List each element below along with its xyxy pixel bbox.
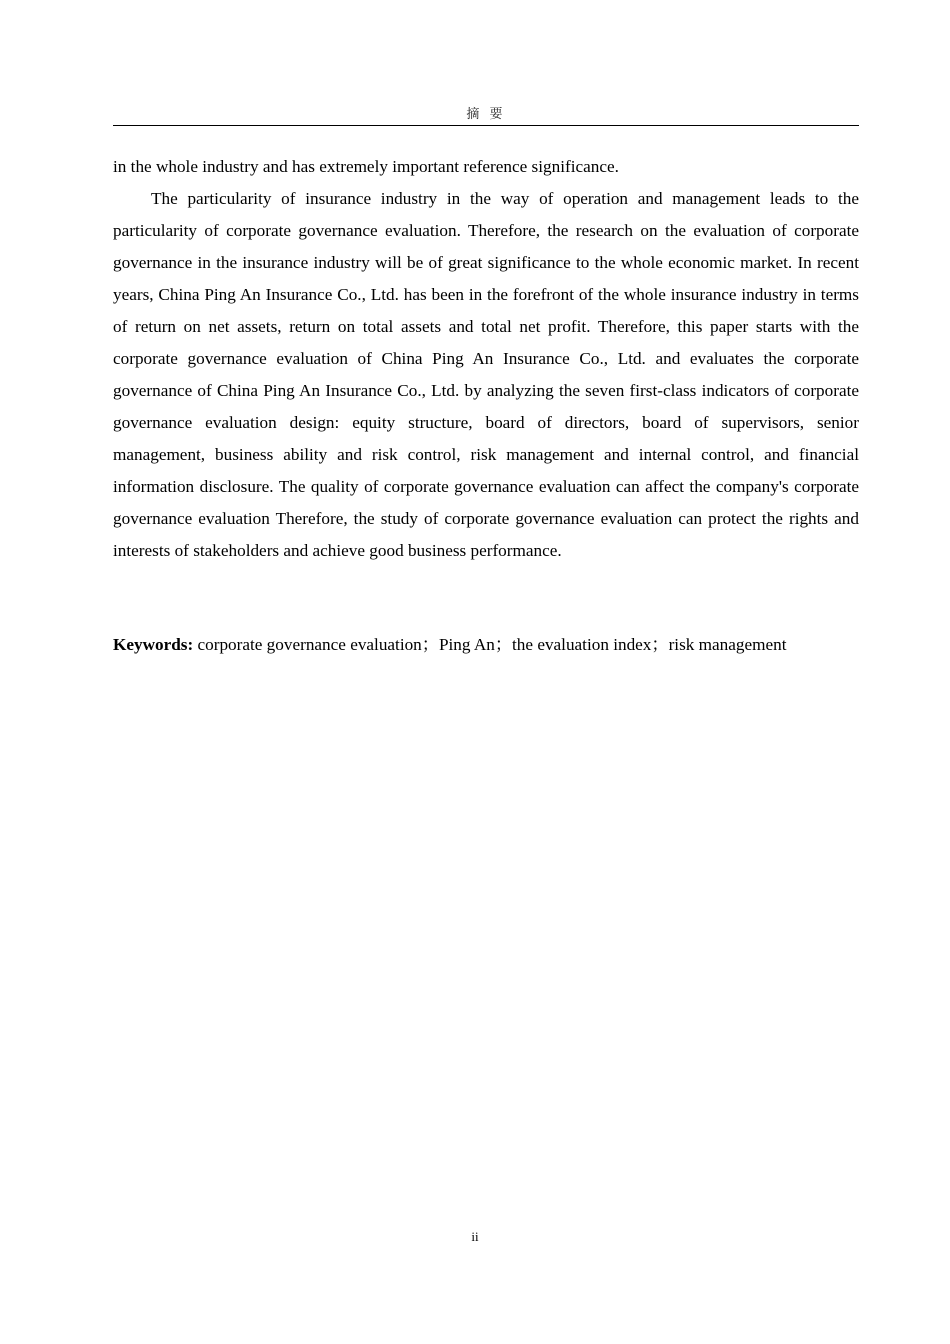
keywords-label: Keywords: — [113, 635, 194, 654]
page-number: ii — [471, 1229, 479, 1244]
continuation-paragraph: in the whole industry and has extremely important reference significance. — [113, 157, 619, 176]
header-title: 摘 要 — [466, 107, 506, 122]
keywords-text: corporate governance evaluation；Ping An；the evaluation index；risk management — [197, 635, 787, 654]
page-header — [113, 105, 859, 126]
keywords-line — [113, 629, 873, 661]
abstract-paragraph: The particularity of insurance industry in the way of operation and management leads to the particularity of corporate governance evaluation. Therefore, the research on the evaluation of corporate governance in the insurance industry will be of great significance to the whole economic market. In recent years, China Ping An Insurance Co., Ltd. has been in the forefront of the whole insurance industry in terms of return on net assets, return on total assets and total net profit. Therefore, this paper starts with the corporate governance evaluation of China Ping An Insurance Co., Ltd. and evaluates the corporate governance of China Ping An Insurance Co., Ltd. by analyzing the seven first-class indicators of corporate governance evaluation design: equity structure, board of directors, board of supervisors, senior management, business ability and risk control, risk management and internal control, and financial information disclosure. The quality of corporate governance evaluation can affect the company's corporate governance evaluation Therefore, the study of corporate governance evaluation can protect the rights and interests of stakeholders and achieve good business performance. — [113, 189, 859, 560]
abstract-body — [113, 151, 859, 567]
